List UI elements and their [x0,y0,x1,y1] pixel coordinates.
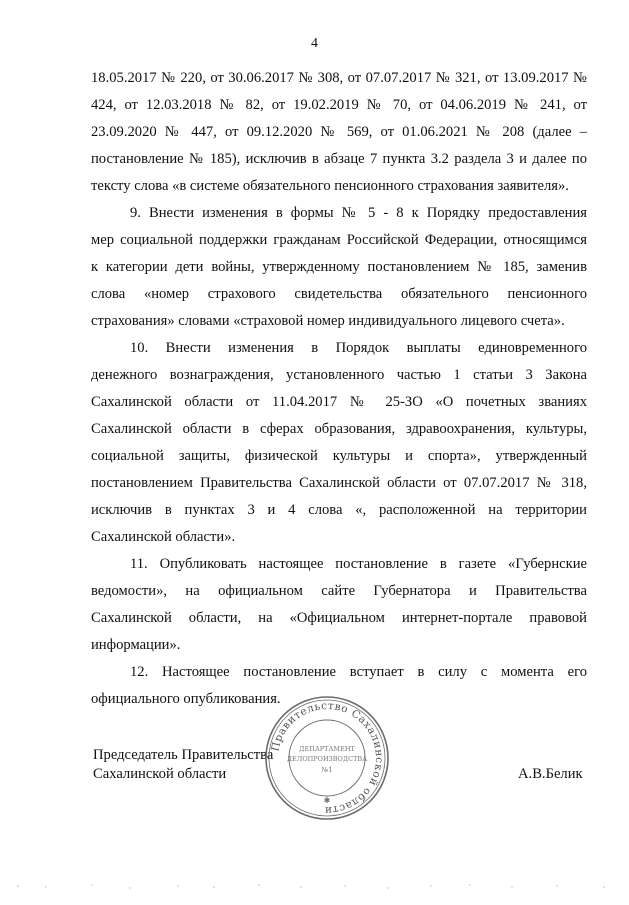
text-line: постановлением Правительства Сахалинской области от 07.07.2017 № 318, [91,475,587,491]
text-line: ведомости», на официальном сайте Губернатора и Правительства [91,583,587,599]
text-line: Сахалинской области». [91,529,236,545]
paragraph-11-start: 11. Опубликовать настоящее постановление в газете «Губернские [130,556,587,572]
text-line: денежного вознаграждения, установленного частью 1 статьи 3 Закона [91,367,587,383]
signature-position-line2: Сахалинской области [93,766,227,782]
seal-graphic [262,693,392,823]
seal-inner-line1: ДЕПАРТАМЕНТ [299,745,355,753]
text-line: тексту слова «в системе обязательного пенсионного страхования заявителя». [91,178,569,194]
text-line: социальной защиты, физической культуры и спорта», утвержденный [91,448,587,464]
seal-star-icon: ✱ [323,796,331,805]
text-line: официального опубликования. [91,691,281,707]
text-line: мер социальной поддержки гражданам Российской Федерации, относящимся [91,232,587,248]
seal-inner-line2: ДЕЛОПРОИЗВОДСТВА [286,755,368,763]
text-line: Сахалинской области, на «Официальном интернет-портале правовой [91,610,587,626]
signature-name: А.В.Белик [518,766,583,782]
official-seal [262,693,392,823]
scan-artifact-dots [0,880,629,892]
text-line: постановление № 185), исключив в абзаце 7 пункта 3.2 раздела 3 и далее по [91,151,587,167]
text-line: 18.05.2017 № 220, от 30.06.2017 № 308, от 07.07.2017 № 321, от 13.09.2017 № [91,70,587,86]
text-line: Сахалинской области от 11.04.2017 № 25-ЗО «О почетных званиях [91,394,587,410]
seal-inner-line3: №1 [321,766,333,774]
text-line: исключив в пунктах 3 и 4 слова «, расположенной на территории [91,502,587,518]
text-line: 424, от 12.03.2018 № 82, от 19.02.2019 № 70, от 04.06.2019 № 241, от [91,97,587,113]
page-number: 4 [311,36,318,51]
text-line: информации». [91,637,181,653]
signature-position-line1: Председатель Правительства [93,747,274,763]
paragraph-10-start: 10. Внести изменения в Порядок выплаты единовременного [130,340,587,356]
text-line: к категории дети войны, утвержденному постановлением № 185, заменив [91,259,587,275]
text-line: слова «номер страхового свидетельства обязательного пенсионного [91,286,587,302]
text-line: 23.09.2020 № 447, от 09.12.2020 № 569, от 01.06.2021 № 208 (далее – [91,124,587,140]
text-line: Сахалинской области в сферах образования, здравоохранения, культуры, [91,421,587,437]
text-line: страхования» словами «страховой номер индивидуального лицевого счета». [91,313,565,329]
paragraph-9-start: 9. Внести изменения в формы № 5 - 8 к Порядку предоставления [130,205,587,221]
paragraph-12-start: 12. Настоящее постановление вступает в силу с момента его [130,664,587,680]
seal-ring-text: Правительство Сахалинской области [269,699,386,817]
